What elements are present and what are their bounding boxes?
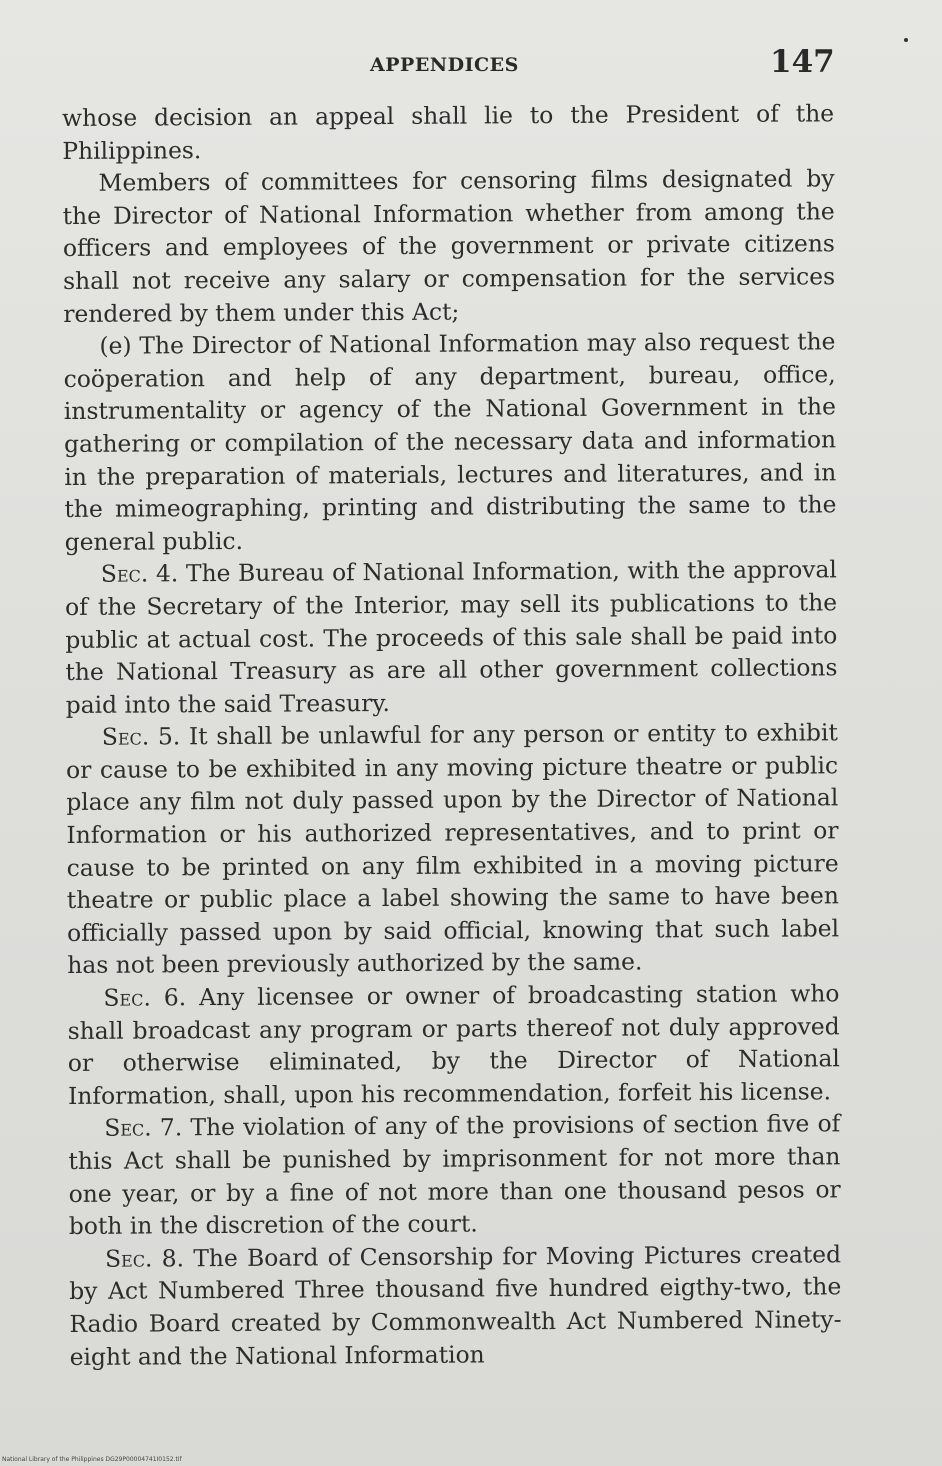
running-head: APPENDICES [370,54,519,76]
clause-label: (e) [99,331,132,360]
paragraph-text: Members of committees for censoring films designated by the Director of National Information whether from among the officers and employees of the government or private citizens shall not receive any salary or compensation for the services rendered by them under this Act; [62,164,836,328]
page-header [0,40,942,90]
paragraph-committees [62,162,835,330]
paragraph-continuation [62,97,834,167]
section-label: Sec. 4. [100,559,179,589]
paragraph-text: It shall be unlawful for any person or entity to exhibit or cause to be exhibited in any moving picture theatre or public place any film not duly passed upon by the Director of National Information or his authorized representatives, and to print or cause to be printed on any film exhibited in a moving picture theatre or public place a label showing the same to have been officially passed upon by said official, knowing that such label has not been previously authorized by the same. [65,718,840,980]
body-text [62,97,842,1373]
paragraph-text: The Bureau of National Information, with the approval of the Secretary of the Interior, may sell its publications to the public at actual cost. The proceeds of this sale shall be paid into the National Treasury as are all other government collections paid into the said Treasury. [64,555,838,719]
paragraph-section-6 [67,977,840,1112]
paragraph-section-5 [66,717,840,982]
paragraph-text: The Director of National Information may also request the coöperation and help of any department, bureau, office, instrumentality or agency of the National Government in the gathering or compilation of the necessary data and information in the preparation of materials, lectures and literatures, and in the mimeographing, printing and distributing the same to the general public. [63,327,837,556]
page-number: 147 [770,44,835,80]
paragraph-text: whose decision an appeal shall lie to the President of the Philippines. [62,99,835,165]
paragraph-section-4 [65,554,838,722]
paragraph-text: Any licensee or owner of broadcasting station who shall broadcast any program or parts thereof not duly approved or otherwise eliminated, by the Director of National Information, shall, upon his recommendation, forfeit his license. [67,979,840,1110]
ink-speck [904,38,908,42]
scan-footer-stamp: National Library of the Philippines DG29P00004741I0152.tif [2,1456,182,1463]
section-label: Sec. 7. [104,1113,183,1143]
paragraph-text: The Board of Censorship for Moving Pictures created by Act Numbered Three thousand five hundred eigthy-two, the Radio Board created by Commonwealth Act Numbered Ninety-eight and the National Information [69,1240,842,1371]
section-label: Sec. 8. [104,1244,185,1273]
paragraph-section-8 [69,1238,842,1373]
paragraph-clause-e [63,325,836,558]
paragraph-section-7 [68,1108,841,1243]
paragraph-text: The violation of any of the provisions of section five of this Act shall be punished by imprisonment for not more than one year, or by a fine of not more than one thousand pesos or both in the discretion of the court. [68,1109,841,1241]
section-label: Sec. 5. [101,722,181,752]
section-label: Sec. 6. [103,983,187,1012]
